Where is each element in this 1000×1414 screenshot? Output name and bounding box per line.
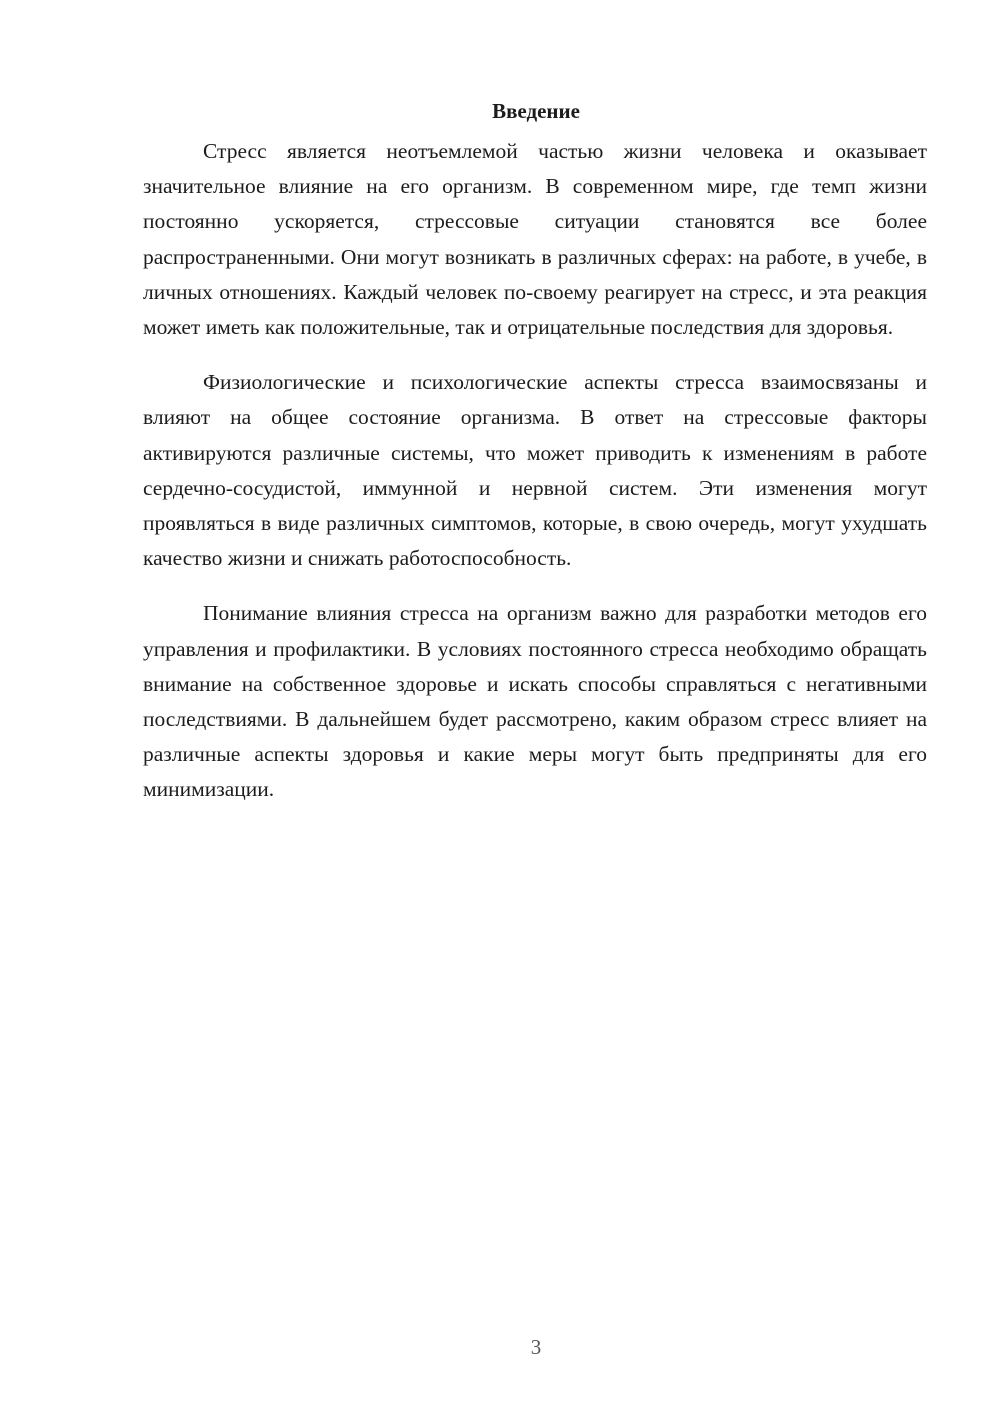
- paragraph-2: Физиологические и психологические аспекты стресса взаимосвязаны и влияют на общее состояние организма. В ответ на стрессовые факторы активируются различные системы, что может приводить к изменениям в работе сердечно-сосудистой, иммунной и нервной систем. Эти изменения могут проявляться в виде различных симптомов, которые, в свою очередь, могут ухудшать качество жизни и снижать работоспособность.: [143, 370, 927, 571]
- paragraph-1: Стресс является неотъемлемой частью жизни человека и оказывает значительное влияние на его организм. В современном мире, где темп жизни постоянно ускоряется, стрессовые ситуации становятся все более распространенными. Они могут возникать в различных сферах: на работе, в учебе, в личных отношениях. Каждый человек по-своему реагирует на стресс, и эта реакция может иметь как положительные, так и отрицательные последствия для здоровья.: [143, 139, 927, 340]
- page-number: 3: [530, 1335, 542, 1359]
- paragraph-3: Понимание влияния стресса на организм важно для разработки методов его управления и профилактики. В условиях постоянного стресса необходимо обращать внимание на собственное здоровье и искать способы справляться с негативными последствиями. В дальнейшем будет рассмотрено, каким образом стресс влияет на различные аспекты здоровья и какие меры могут быть предприняты для его минимизации.: [143, 601, 927, 802]
- section-heading: Введение: [492, 99, 580, 123]
- page-content: [143, 92, 927, 808]
